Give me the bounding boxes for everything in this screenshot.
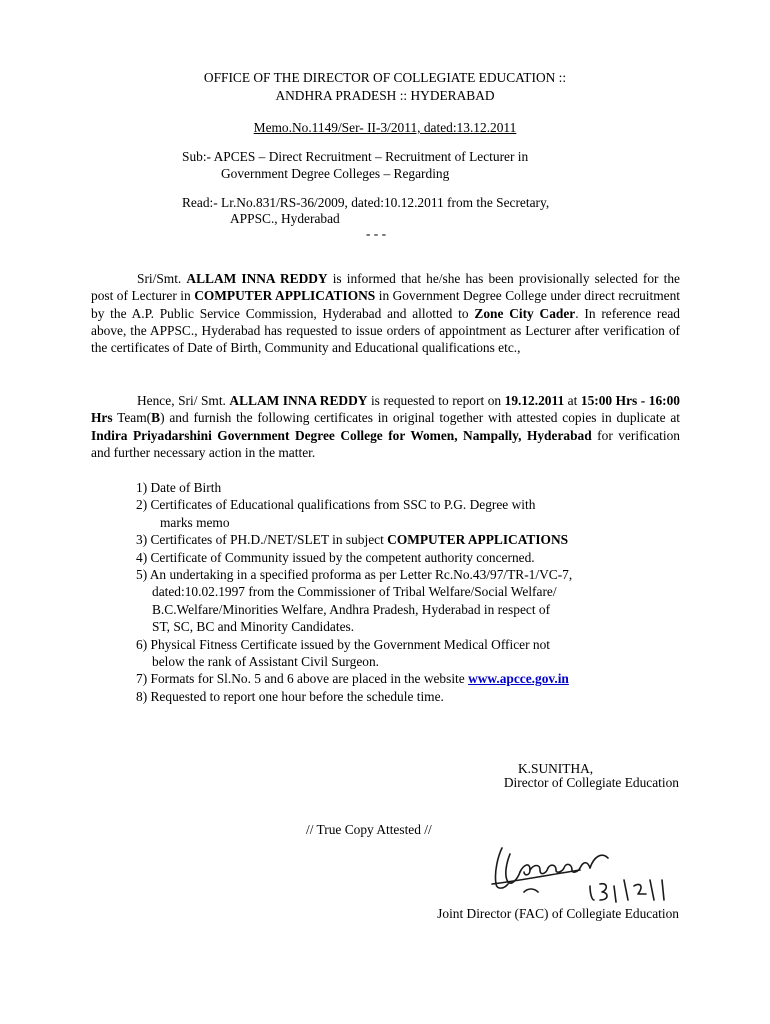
para2-text1: Hence, Sri/ Smt. <box>137 393 230 408</box>
certificate-list <box>136 479 681 705</box>
candidate-name: ALLAM INNA REDDY <box>186 271 328 286</box>
list-item-text: 3) Certificates of PH.D./NET/SLET in subject <box>136 532 388 548</box>
office-header-line1: OFFICE OF THE DIRECTOR OF COLLEGIATE EDUCATION :: <box>203 70 567 85</box>
list-item: 1) Date of Birth <box>136 480 222 495</box>
signatory-name: K.SUNITHA, <box>518 761 594 776</box>
list-item-text: 6) Physical Fitness Certificate issued by the Government Medical Officer not <box>136 636 551 652</box>
read-line1: Read:- Lr.No.831/RS-36/2009, dated:10.12.2011 from the Secretary, <box>182 195 550 210</box>
list-item <box>136 636 681 671</box>
memo-number <box>0 120 770 136</box>
true-copy-attested: // True Copy Attested // <box>306 822 432 837</box>
report-date: 19.12.2011 <box>504 393 565 408</box>
list-item <box>136 566 681 636</box>
joint-director-title: Joint Director (FAC) of Collegiate Education <box>437 906 679 921</box>
list-item <box>136 531 681 548</box>
venue-name: Indira Priyadarshini Government Degree College for Women, Nampally, Hyderabad <box>91 427 592 443</box>
list-item: 8) Requested to report one hour before the schedule time. <box>136 688 444 704</box>
read-separator: - - - <box>366 226 387 241</box>
list-item-cont: marks memo <box>160 514 230 530</box>
list-item-text: 5) An undertaking in a specified proforma as per Letter Rc.No.43/97/TR-1/VC-7, <box>136 567 573 583</box>
para2-text2: is requested to report on <box>367 393 505 408</box>
list-item-cont: below the rank of Assistant Civil Surgeon. <box>152 654 380 670</box>
para2-text5: ) and furnish the following certificates in original together with attested copies in duplicate at <box>160 410 680 426</box>
paragraph-selection <box>91 270 680 356</box>
para1-text3: in Government Degree College under direct recruitment by the A.P. Public Service Commission, Hyderabad and allotted to <box>91 288 680 321</box>
list-item <box>136 496 681 531</box>
read-line2: APPSC., Hyderabad <box>230 211 340 226</box>
list-item-cont: ST, SC, BC and Minority Candidates. <box>152 619 355 635</box>
report-time: 15:00 Hrs - 16:00 Hrs <box>91 393 680 426</box>
list-item: 4) Certificate of Community issued by the competent authority concerned. <box>136 549 535 565</box>
signatory-title: Director of Collegiate Education <box>503 775 679 790</box>
para1-text4: . In reference read above, the APPSC., Hyderabad has requested to issue orders of appointment as Lecturer after verification of the certificates of Date of Birth, Community and Educational qualifications etc., <box>91 305 680 356</box>
list-item-text: 2) Certificates of Educational qualifications from SSC to P.G. Degree with <box>136 497 536 513</box>
para2-text6: for verification and further necessary action in the matter. <box>91 427 680 460</box>
team-letter: B <box>151 410 161 426</box>
para2-text4: Team( <box>112 410 152 426</box>
list-item-subject: COMPUTER APPLICATIONS <box>387 532 569 548</box>
memo-text: Memo.No.1149/Ser- II-3/2011, dated:13.12.2011 <box>253 120 517 135</box>
para2-text3: at <box>564 393 581 408</box>
list-item-cont: B.C.Welfare/Minorities Welfare, Andhra Pradesh, Hyderabad in respect of <box>152 601 551 617</box>
para1-text1: Sri/Smt. <box>137 271 187 286</box>
candidate-name-2: ALLAM INNA REDDY <box>229 393 368 408</box>
list-item <box>136 670 681 687</box>
handwritten-signature <box>484 834 674 904</box>
list-item-text: 7) Formats for Sl.No. 5 and 6 above are placed in the website <box>136 671 469 687</box>
subject-line2: Government Degree Colleges – Regarding <box>221 166 450 181</box>
para1-text2: is informed that he/she has been provisionally selected for the post of Lecturer in <box>91 271 680 304</box>
website-link[interactable]: www.apcce.gov.in <box>468 671 569 687</box>
subject-line1: Sub:- APCES – Direct Recruitment – Recruitment of Lecturer in <box>182 149 529 164</box>
list-item-cont: dated:10.02.1997 from the Commissioner of Tribal Welfare/Social Welfare/ <box>152 584 557 600</box>
paragraph-report <box>91 392 680 461</box>
office-header-line2: ANDHRA PRADESH :: HYDERABAD <box>275 88 495 103</box>
subject-name: COMPUTER APPLICATIONS <box>194 288 376 304</box>
cader-name: Zone City Cader <box>474 305 576 321</box>
